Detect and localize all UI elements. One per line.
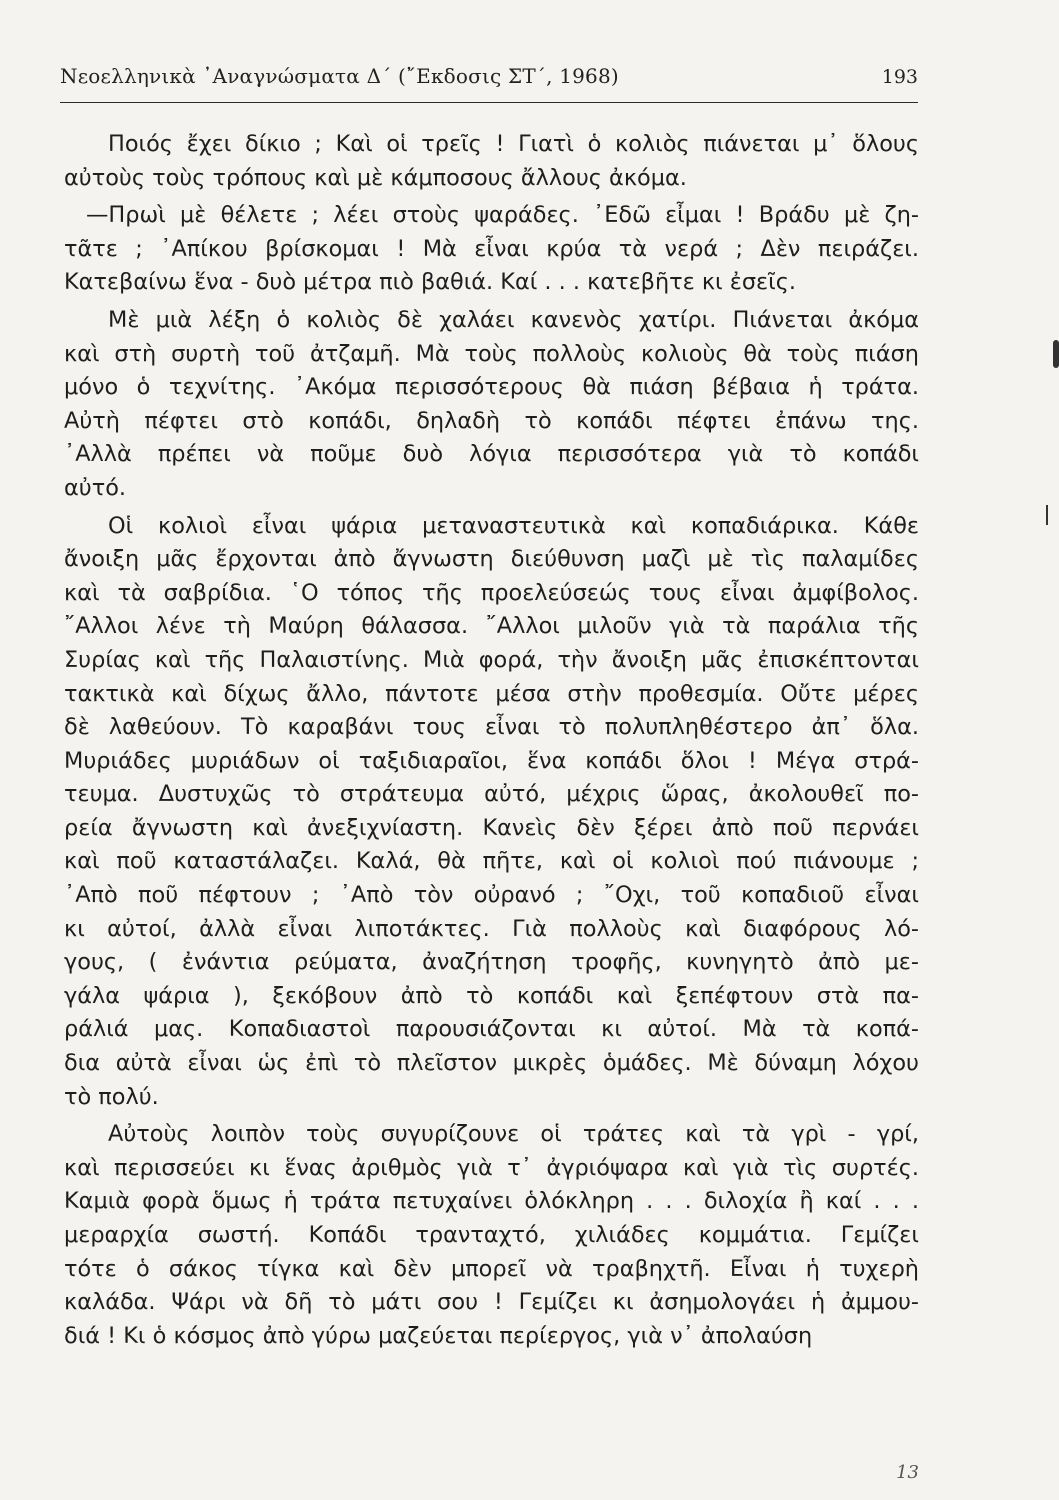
text-line: γάλα ψάρια ), ξεκόβουν ἀπὸ τὸ κοπάδι καὶ ξεπέφτουν στὰ πα- <box>64 982 919 1009</box>
text-line: μεραρχία σωστή. Κοπάδι τρανταχτό, χιλιάδες κομμάτια. Γεμίζει <box>64 1222 919 1248</box>
text-line: τακτικὰ καὶ δίχως ἄλλο, πάντοτε μέσα στὴν προθεσμία. Οὔτε μέρες <box>64 680 919 707</box>
paragraph <box>64 128 919 195</box>
body-text <box>64 128 919 1353</box>
text-line: καὶ τὰ σαβρίδια. ῾Ο τόπος τῆς προελεύσεώς τους εἶναι ἀμφίβολος. <box>64 579 919 606</box>
text-line: ράλιά μας. Κοπαδιαστοὶ παρουσιάζονται κι αὐτοί. Μὰ τὰ κοπά- <box>64 1016 919 1043</box>
text-line: —Πρωὶ μὲ θέλετε ; λέει στοὺς ψαράδες. ᾿Εδῶ εἶμαι ! Βράδυ μὲ ζη- <box>86 202 919 229</box>
text-line: μόνο ὁ τεχνίτης. ᾿Ακόμα περισσότερους θὰ πιάση βέβαια ἡ τράτα. <box>64 374 919 401</box>
text-line: ῎Αλλοι λένε τὴ Μαύρη θάλασσα. ῎Αλλοι μιλοῦν γιὰ τὰ παράλια τῆς <box>64 613 919 640</box>
text-line: Ποιός ἔχει δίκιο ; Καὶ οἱ τρεῖς ! Γιατὶ ὁ κολιὸς πιάνεται μ᾿ ὅλους <box>108 131 919 157</box>
text-line: Καμιὰ φορὰ ὅμως ἡ τράτα πετυχαίνει ὁλόκληρη . . . διλοχία ἢ καί . . . <box>64 1188 919 1215</box>
text-line: τευμα. Δυστυχῶς τὸ στράτευμα αὐτό, μέχρις ὥρας, ἀκολουθεῖ πο- <box>64 781 919 808</box>
text-line: Αὐτὴ πέφτει στὸ κοπάδι, δηλαδὴ τὸ κοπάδι πέφτει ἐπάνω της. <box>64 407 919 434</box>
text-line: αὐτοὺς τοὺς τρόπους καὶ μὲ κάμποσους ἄλλους ἀκόμα. <box>64 164 687 191</box>
text-line: κι αὐτοί, ἀλλὰ εἶναι λιποτάκτες. Γιὰ πολλοὺς καὶ διαφόρους λό- <box>64 915 919 942</box>
text-line: Μυριάδες μυριάδων οἱ ταξιδιαραῖοι, ἕνα κοπάδι ὅλοι ! Μέγα στρά- <box>64 747 919 774</box>
text-line: καὶ περισσεύει κι ἕνας ἀριθμὸς γιὰ τ᾿ ἀγριόψαρα καὶ γιὰ τὶς συρτές. <box>64 1154 919 1181</box>
text-line: ἄνοιξη μᾶς ἔρχονται ἀπὸ ἄγνωστη διεύθυνση μαζὶ μὲ τὶς παλαμίδες <box>64 546 919 573</box>
text-line: διά ! Κι ὁ κόσμος ἀπὸ γύρω μαζεύεται περίεργος, γιὰ ν᾿ ἀπολαύση <box>64 1322 813 1349</box>
text-line: τότε ὁ σάκος τίγκα καὶ δὲν μπορεῖ νὰ τραβηχτῆ. Εἶναι ἡ τυχερὴ <box>64 1255 919 1282</box>
text-line: ρεία ἄγνωστη καὶ ἀνεξιχνίαστη. Κανεὶς δὲν ξέρει ἀπὸ ποῦ περνάει <box>64 814 919 841</box>
paragraph <box>64 199 919 300</box>
running-head: Νεοελληνικὰ ᾿Αναγνώσματα Δ΄ (῎Εκδοσις ΣΤ΄, 1968) <box>60 64 619 88</box>
text-line: καὶ ποῦ καταστάλαζει. Καλά, θὰ πῆτε, καὶ οἱ κολιοὶ πού πιάνουμε ; <box>64 848 919 875</box>
text-line: γους, ( ἐνάντια ρεύματα, ἀναζήτηση τροφῆς, κυνηγητὸ ἀπὸ με- <box>64 949 919 976</box>
paragraph <box>64 1118 919 1353</box>
text-line: Συρίας καὶ τῆς Παλαιστίνης. Μιὰ φορά, τὴν ἄνοιξη μᾶς ἐπισκέπτονται <box>64 646 919 673</box>
signature-mark: 13 <box>896 1462 919 1483</box>
text-line: καλάδα. Ψάρι νὰ δῆ τὸ μάτι σου ! Γεμίζει κι ἀσημολογάει ἡ ἀμμου- <box>64 1289 919 1316</box>
text-line: Μὲ μιὰ λέξη ὁ κολιὸς δὲ χαλάει κανενὸς χατίρι. Πιάνεται ἀκόμα <box>108 306 919 333</box>
binding-edge-mark <box>1053 340 1059 368</box>
binding-edge-mark <box>1046 505 1048 525</box>
text-line: δια αὐτὰ εἶναι ὡς ἐπὶ τὸ πλεῖστον μικρὲς ὁμάδες. Μὲ δύναμη λόχου <box>64 1050 919 1077</box>
page-header <box>60 62 918 103</box>
text-line: Κατεβαίνω ἕνα - δυὸ μέτρα πιὸ βαθιά. Καί . . . κατεβῆτε κι ἐσεῖς. <box>64 269 796 296</box>
text-line: ᾿Αλλὰ πρέπει νὰ ποῦμε δυὸ λόγια περισσότερα γιὰ τὸ κοπάδι <box>64 441 919 468</box>
text-line: ᾿Απὸ ποῦ πέφτουν ; ᾿Απὸ τὸν οὐρανό ; ῎Οχι, τοῦ κοπαδιοῦ εἶναι <box>64 882 919 909</box>
text-line: τᾶτε ; ᾿Απίκου βρίσκομαι ! Μὰ εἶναι κρύα τὰ νερά ; Δὲν πειράζει. <box>64 235 919 262</box>
text-line: Αὐτοὺς λοιπὸν τοὺς συγυρίζουνε οἱ τράτες καὶ τὰ γρὶ - γρί, <box>108 1121 919 1148</box>
paragraph <box>64 304 919 506</box>
text-line: αὐτό. <box>64 474 127 501</box>
text-line: Οἱ κολιοὶ εἶναι ψάρια μεταναστευτικὰ καὶ κοπαδιάρικα. Κάθε <box>108 512 919 539</box>
text-line: καὶ στὴ συρτὴ τοῦ ἀτζαμῆ. Μὰ τοὺς πολλοὺς κολιοὺς θὰ τοὺς πιάση <box>64 340 919 367</box>
paragraph <box>64 510 919 1115</box>
page-number: 193 <box>881 66 918 88</box>
text-line: τὸ πολύ. <box>64 1083 159 1110</box>
text-line: δὲ λαθεύουν. Τὸ καραβάνι τους εἶναι τὸ πολυπληθέστερο ἀπ᾿ ὅλα. <box>64 714 919 741</box>
